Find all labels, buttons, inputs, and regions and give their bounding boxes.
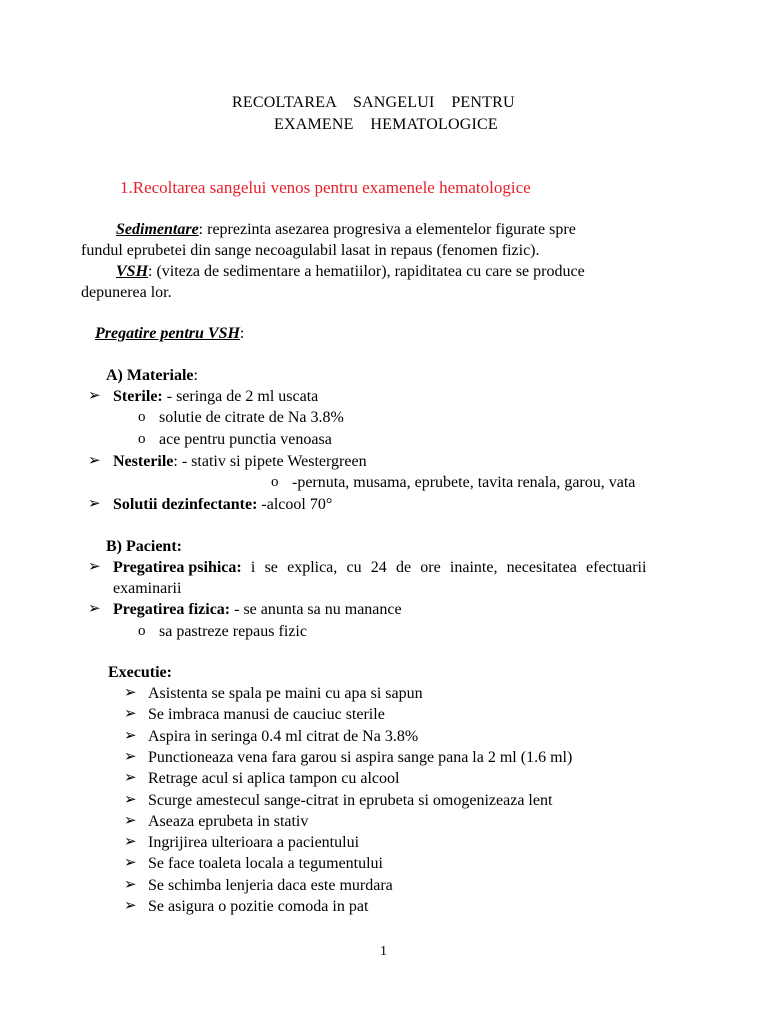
arrow-bullet-icon: ➢ [124,855,137,872]
arrow-bullet-icon: ➢ [124,748,137,765]
pregatirea-psihica-item [113,557,700,578]
psihica-text: i se explica, cu 24 de ore inainte, necesitatea efectuarii [241,559,647,576]
arrow-bullet-icon: ➢ [88,388,101,404]
nesterile-sub-item: -pernuta, musama, eprubete, tavita renala, garou, vata [292,474,636,491]
executie-step: Asistenta se spala pe maini cu apa si sapun [148,685,423,702]
materiale-heading [106,365,198,386]
document-title-line-2: EXAMENE HEMATOLOGICE [274,116,498,133]
solutii-item [113,494,332,515]
solutii-text: -alcool 70° [257,496,333,513]
sterile-label: Sterile: [113,388,163,405]
sedimentare-text: : reprezinta asezarea progresiva a elementelor figurate spre [198,221,576,238]
fizica-label: Pregatirea fizica: [113,601,231,618]
executie-step: Se asigura o pozitie comoda in pat [148,898,369,915]
pregatire-vsh-colon: : [239,325,245,342]
arrow-bullet-icon: ➢ [124,770,137,787]
vsh-definition-line-1 [116,261,585,282]
pregatire-vsh-label: Pregatire pentru VSH [95,325,240,342]
circle-bullet-icon: o [138,409,146,425]
materiale-label: A) Materiale [106,367,194,384]
fizica-text: - se anunta sa nu manance [230,601,402,618]
arrow-bullet-icon: ➢ [124,834,137,851]
psihica-label: Pregatirea psihica: [113,559,242,576]
sterile-sub-item: ace pentru punctia venoasa [159,431,332,448]
sterile-sub-item: solutie de citrate de Na 3.8% [159,409,344,426]
arrow-bullet-icon: ➢ [124,898,137,914]
arrow-bullet-icon: ➢ [88,559,101,575]
arrow-bullet-icon: ➢ [124,812,137,829]
executie-step: Punctioneaza vena fara garou si aspira sange pana la 2 ml (1.6 ml) [148,748,573,766]
pregatirea-fizica-item [113,599,402,620]
executie-step: Se schimba lenjeria daca este murdara [148,876,393,894]
executie-step: Scurge amestecul sange-citrat in eprubeta si omogenizeaza lent [148,791,553,809]
circle-bullet-icon: o [138,623,146,639]
nesterile-label: Nesterile [113,453,174,470]
fizica-sub-item: sa pastreze repaus fizic [159,623,307,640]
arrow-bullet-icon: ➢ [124,706,137,723]
arrow-bullet-icon: ➢ [88,601,101,617]
executie-step: Se face toaleta locala a tegumentului [148,855,383,873]
executie-step: Ingrijirea ulterioara a pacientului [148,834,360,852]
sedimentare-term: Sedimentare [116,221,199,238]
sedimentare-definition-line-1 [116,219,576,240]
executie-heading: Executie: [108,664,172,681]
executie-step: Se imbraca manusi de cauciuc sterile [148,706,385,724]
executie-step: Retrage acul si aplica tampon cu alcool [148,770,400,788]
circle-bullet-icon: o [271,474,279,490]
nesterile-item [113,451,367,472]
arrow-bullet-icon: ➢ [124,727,137,744]
nesterile-text: : - stativ si pipete Westergreen [173,453,367,470]
document-title-line-1: RECOLTAREA SANGELUI PENTRU [232,94,515,111]
sedimentare-definition-line-2: fundul eprubetei din sange necoagulabil lasat in repaus (fenomen fizic). [81,242,540,259]
section-1-heading: 1.Recoltarea sangelui venos pentru examenele hematologice [120,178,531,197]
page-number: 1 [380,944,387,959]
arrow-bullet-icon: ➢ [124,685,137,701]
arrow-bullet-icon: ➢ [88,496,101,512]
vsh-definition-line-2: depunerea lor. [81,284,172,301]
arrow-bullet-icon: ➢ [124,876,137,893]
materiale-colon: : [193,367,198,384]
executie-step: Aspira in seringa 0.4 ml citrat de Na 3.8% [148,727,419,745]
vsh-text: : (viteza de sedimentare a hematiilor), rapiditatea cu care se produce [148,263,585,280]
circle-bullet-icon: o [138,431,146,447]
vsh-term: VSH [116,263,149,280]
psihica-text-line-2: examinarii [113,580,182,597]
arrow-bullet-icon: ➢ [88,453,101,469]
pregatire-vsh-heading [95,323,244,344]
solutii-label: Solutii dezinfectante: [113,496,258,513]
sterile-text: - seringa de 2 ml uscata [162,388,319,405]
arrow-bullet-icon: ➢ [124,791,137,808]
executie-step: Aseaza eprubeta in stativ [148,812,309,830]
pacient-heading: B) Pacient: [106,538,182,555]
sterile-item [113,386,318,407]
